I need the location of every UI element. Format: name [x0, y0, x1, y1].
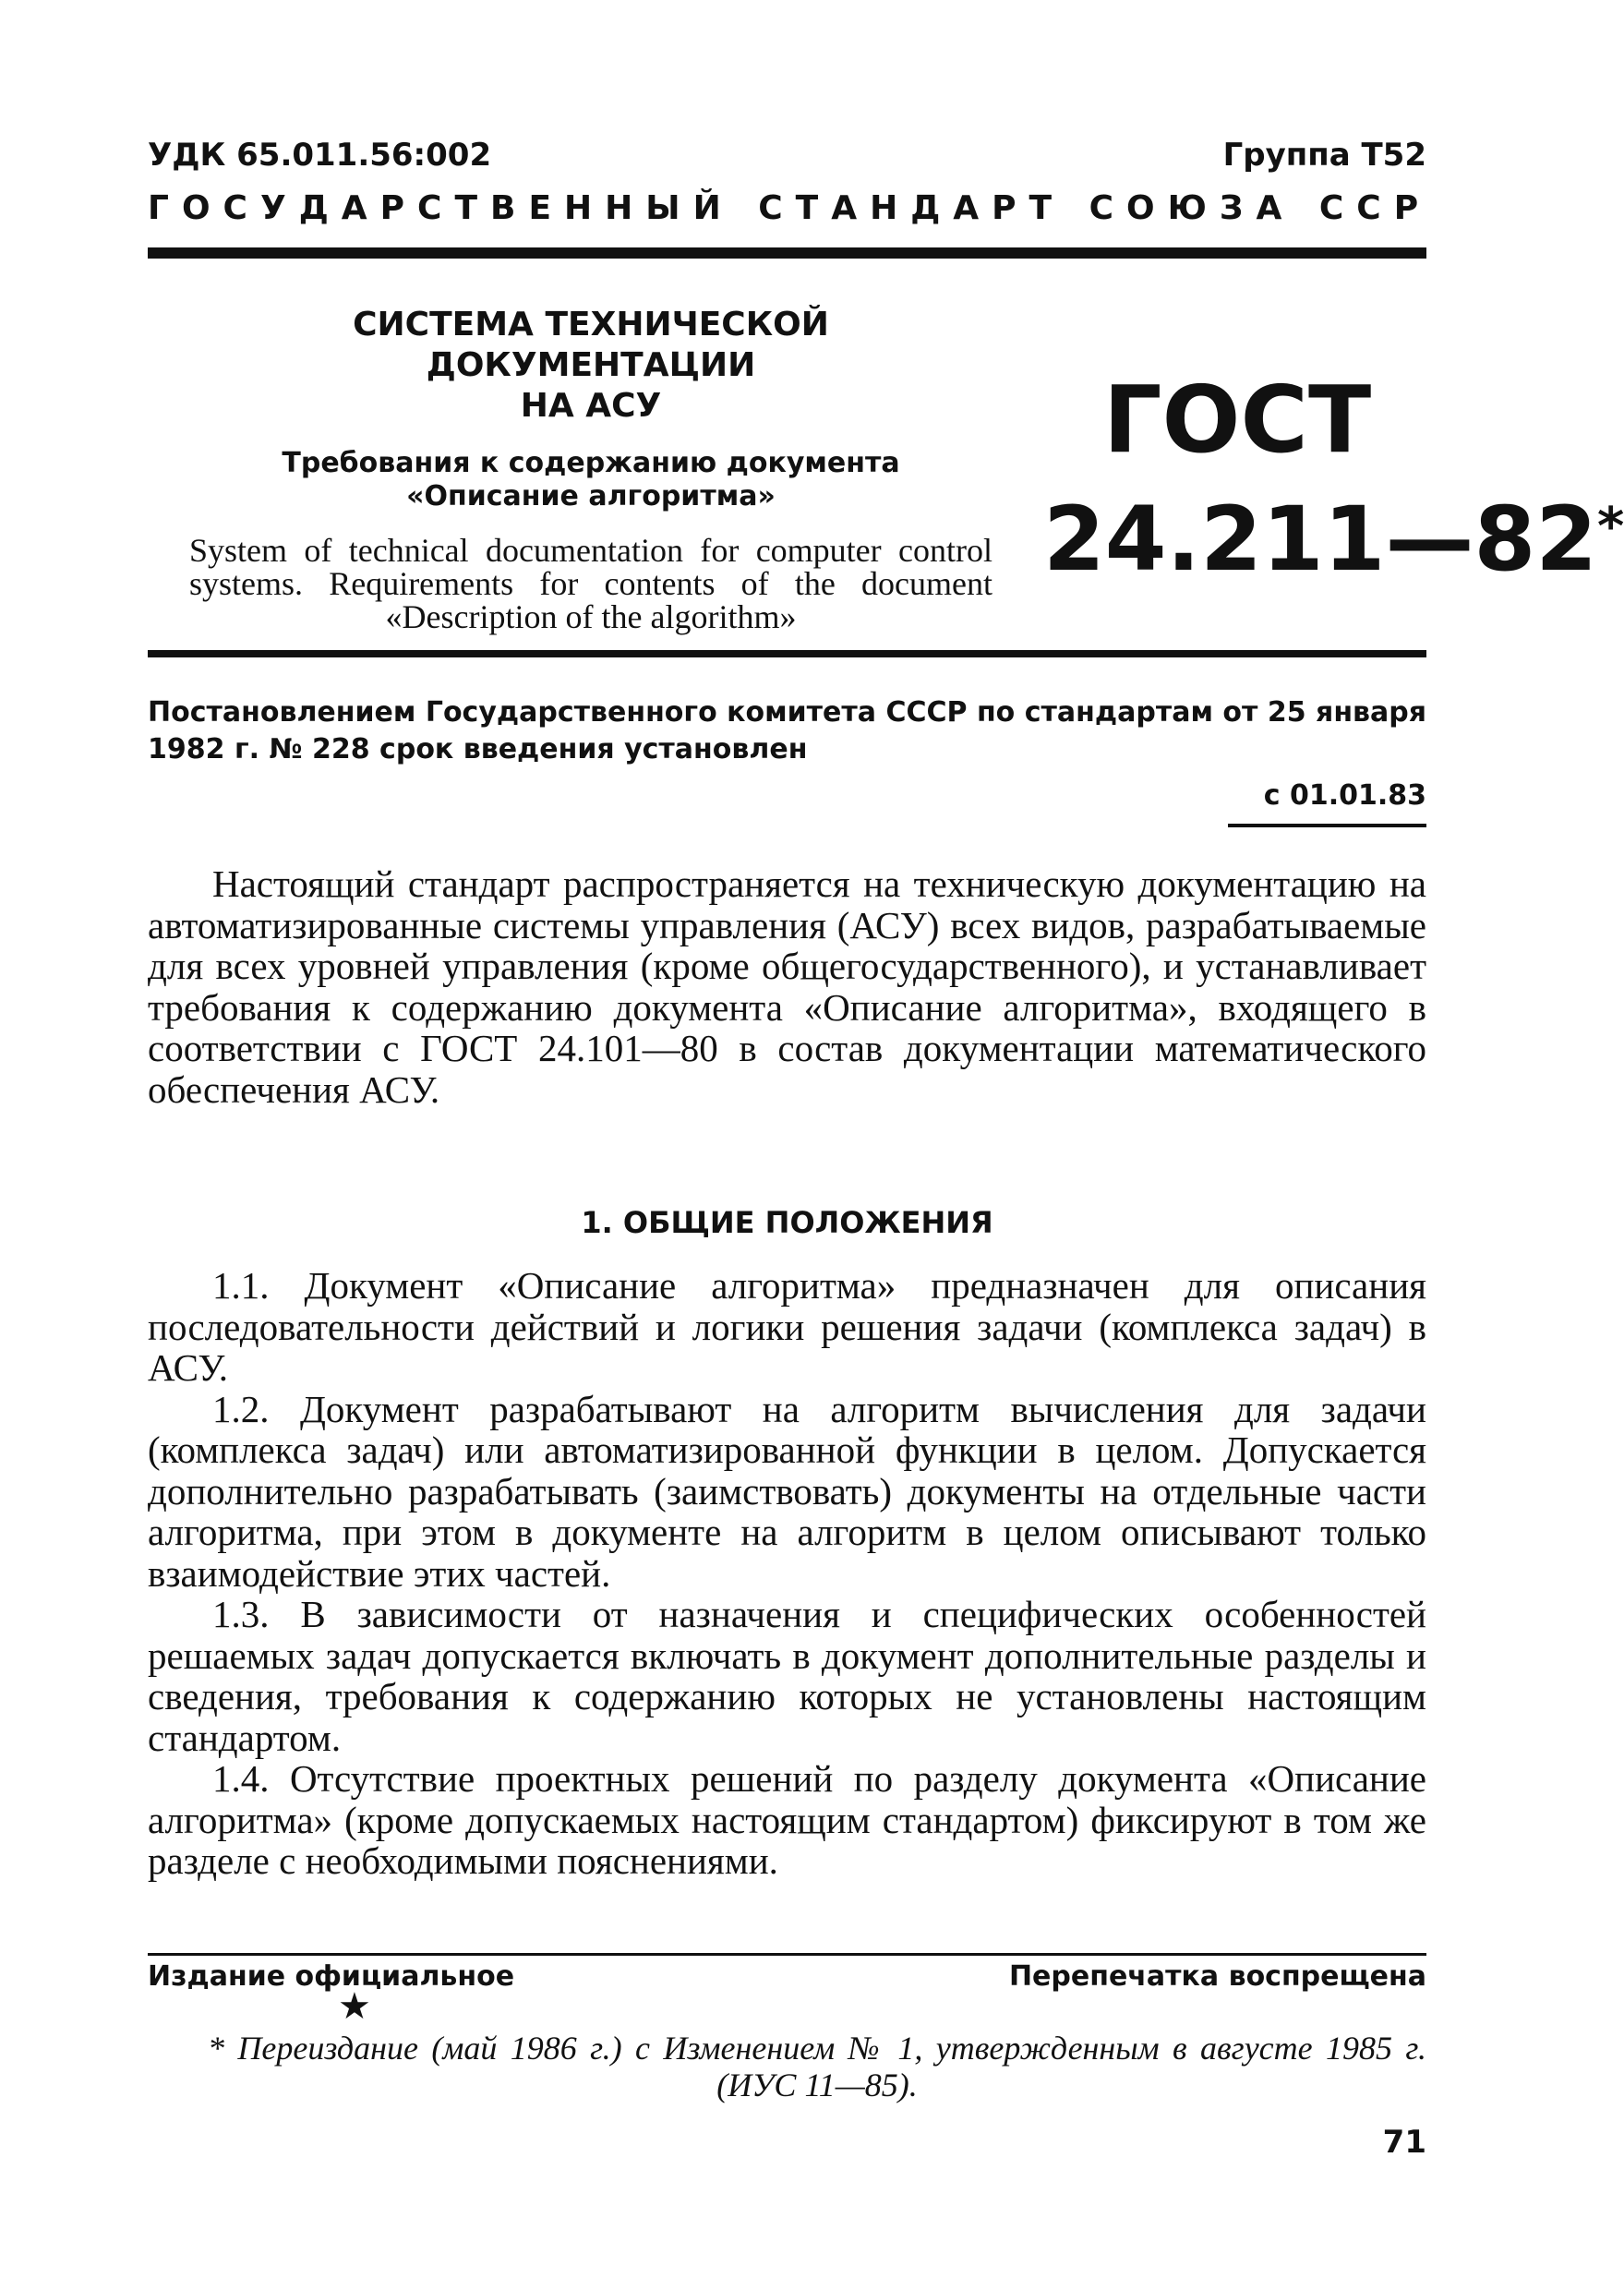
clause-1-1: 1.1. Документ «Описание алгоритма» предназначен для описания последовательности действий и логики решения задачи (комплекса задач) в АСУ. — [148, 1264, 1426, 1389]
clause-1-3: 1.3. В зависимости от назначения и специфических особенностей решаемых задач допускается включать в документ дополнительные разделы и сведения, требования к содержанию которых не установлены настоящим стандартом. — [148, 1593, 1426, 1759]
group-code: Группа Т52 — [1222, 137, 1426, 174]
english-title: System of technical documentation for computer control systems. Requirements for contents of the document «Description of the algorithm» — [189, 532, 992, 635]
udk-code: УДК 65.011.56:002 — [148, 137, 492, 174]
system-title — [189, 305, 992, 427]
official-edition-label: Издание официальное — [148, 1960, 515, 1993]
decree-text: Постановлением Государственного комитета СССР по стандартам от 25 января 1982 г. № 228 срок введения установлен — [148, 696, 1427, 765]
header-rule — [148, 247, 1426, 259]
title-block — [189, 305, 992, 633]
system-title-line2: НА АСУ — [520, 387, 662, 425]
system-title-line1: СИСТЕМА ТЕХНИЧЕСКОЙ ДОКУМЕНТАЦИИ — [353, 306, 829, 384]
requirements-title-line2: «Описание алгоритма» — [406, 480, 776, 512]
gost-number-value: 24.211—82 — [1043, 488, 1598, 591]
star-icon: ★ — [338, 1985, 371, 2028]
reprint-prohibited-label: Перепечатка воспрещена — [1008, 1960, 1426, 1993]
page-number: 71 — [1382, 2124, 1426, 2161]
requirements-title — [189, 447, 992, 513]
reissue-footnote: * Переиздание (май 1986 г.) с Изменением № 1, утвержденным в августе 1985 г. (ИУС 11—85). — [208, 2030, 1426, 2103]
effective-date: с 01.01.83 — [1263, 779, 1426, 812]
effective-date-underline — [1228, 824, 1426, 827]
state-standard-heading: ГОСУДАРСТВЕННЫЙ СТАНДАРТ СОЮЗА ССР — [148, 189, 1432, 227]
section-clauses — [148, 1265, 1426, 1882]
gost-designation — [1043, 366, 1624, 591]
gost-number — [1043, 476, 1624, 591]
clause-1-2: 1.2. Документ разрабатывают на алгоритм вычисления для задачи (комплекса задач) или автоматизированной функции в целом. Допускается дополнительно разрабатывать (заимствовать) документы на отдельные части алгоритма, при этом в документе на алгоритм в целом описывают только взаимодействие этих частей. — [148, 1387, 1426, 1595]
footer-rule — [148, 1953, 1426, 1956]
title-rule — [148, 650, 1426, 657]
section-title: 1. ОБЩИЕ ПОЛОЖЕНИЯ — [581, 1205, 993, 1240]
requirements-title-line1: Требования к содержанию документа — [282, 447, 900, 479]
intro-paragraph — [148, 863, 1426, 1110]
gost-asterisk: * — [1597, 497, 1624, 557]
gost-word: ГОСТ — [1102, 366, 1372, 474]
clause-1-4: 1.4. Отсутствие проектных решений по разделу документа «Описание алгоритма» (кроме допускаемых настоящим стандартом) фиксируют в том же разделе с необходимыми пояснениями. — [148, 1757, 1426, 1882]
intro-text: Настоящий стандарт распространяется на техническую документацию на автоматизированные системы управления (АСУ) всех видов, разрабатываемые для всех уровней управления (кроме общегосударственного), и устанавливает требования к содержанию документа «Описание алгоритма», входящего в соответствии с ГОСТ 24.101—80 в состав документации математического обеспечения АСУ. — [148, 862, 1426, 1111]
